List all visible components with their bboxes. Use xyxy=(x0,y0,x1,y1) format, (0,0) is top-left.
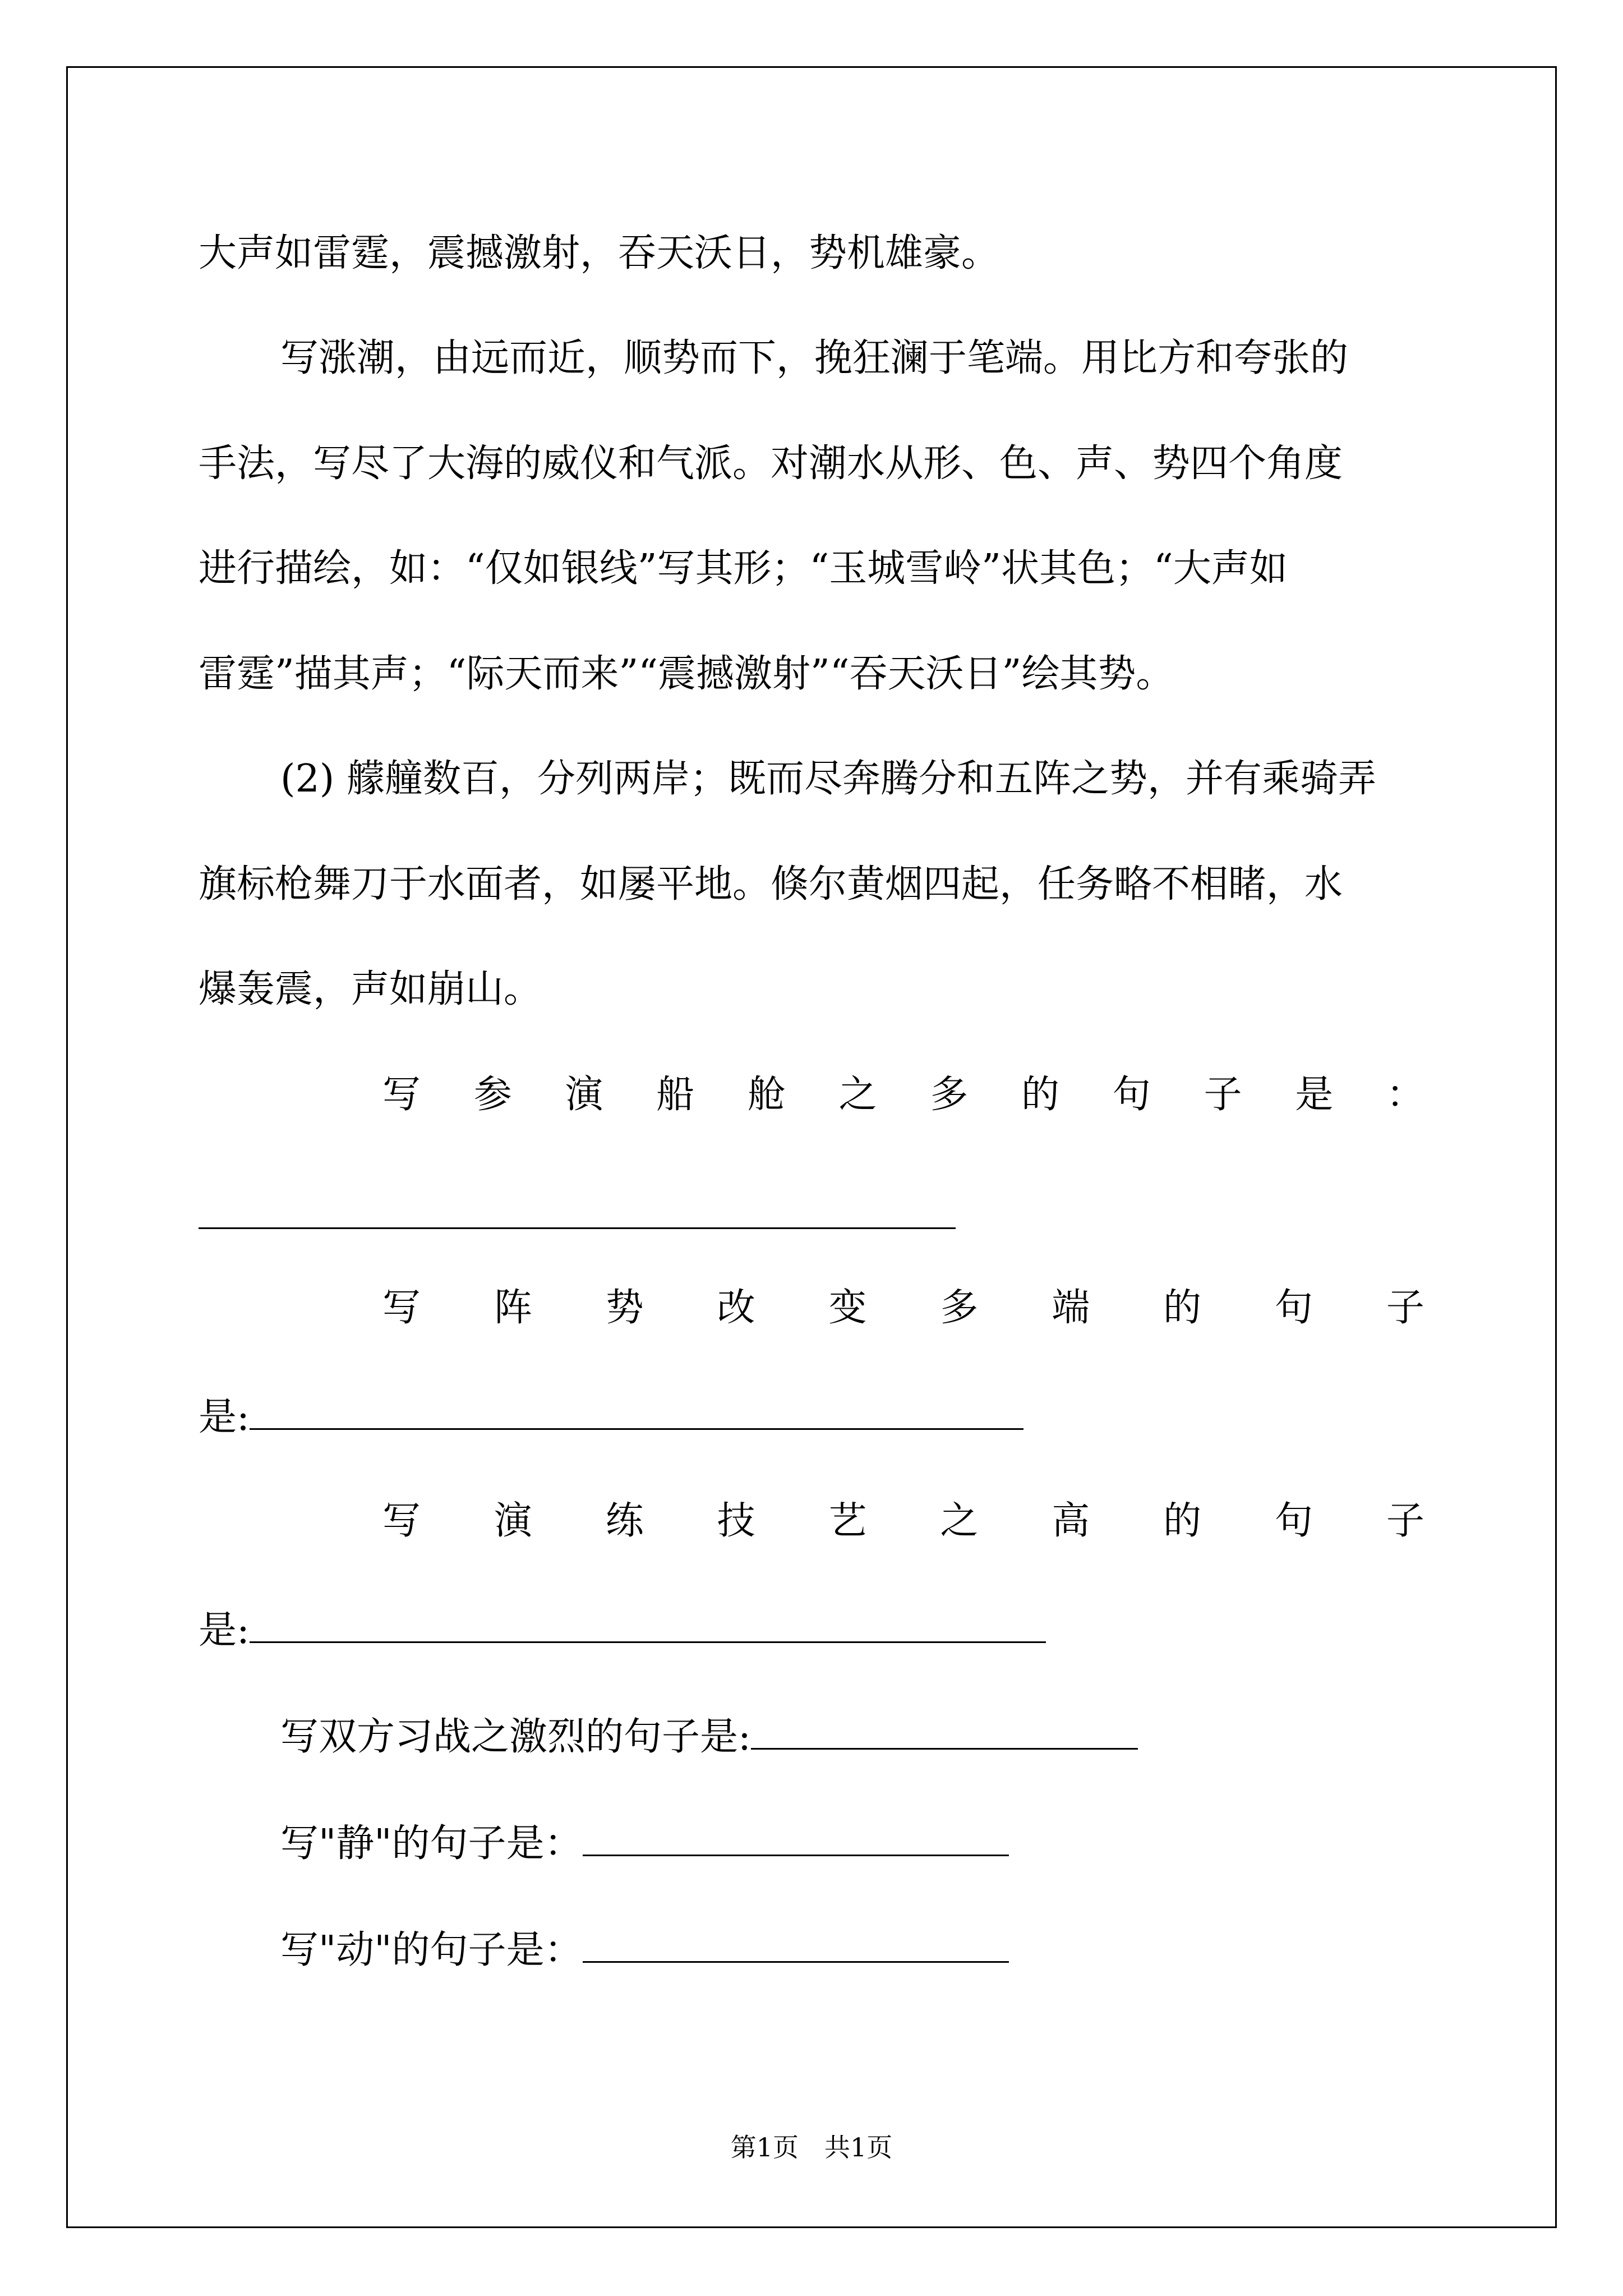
q2-tail: 是: xyxy=(199,1395,250,1439)
q3-char: 演 xyxy=(494,1499,532,1543)
answer-blank-3[interactable] xyxy=(250,1609,1046,1643)
text-line-6: (2) 艨艟数百，分列两岸；既而尽奔腾分和五阵之势，并有乘骑弄 xyxy=(280,757,1376,801)
question-5 xyxy=(280,1821,1424,1866)
answer-blank-1[interactable] xyxy=(199,1195,956,1229)
q6-label: 写"动"的句子是： xyxy=(280,1928,583,1972)
q2-char: 子 xyxy=(1386,1286,1424,1330)
q3-char: 句 xyxy=(1275,1499,1313,1543)
answer-blank-4[interactable] xyxy=(751,1715,1138,1750)
q1-char: 演 xyxy=(565,1073,603,1117)
q2-char: 的 xyxy=(1163,1286,1202,1330)
q3-char: 的 xyxy=(1163,1499,1202,1543)
text-line-5: 雷霆”描其声；“际天而来”“震撼激射”“吞天沃日”绘其势。 xyxy=(199,652,1174,696)
answer-blank-6[interactable] xyxy=(583,1929,1009,1963)
q1-char: 船 xyxy=(656,1073,695,1117)
q3-char: 写 xyxy=(382,1499,421,1543)
answer-line-1[interactable] xyxy=(199,1195,1424,1236)
q1-char: 多 xyxy=(930,1073,969,1117)
text-line-1: 大声如雷霆，震撼激射，吞天沃日，势机雄豪。 xyxy=(199,231,1000,275)
q3-char: 练 xyxy=(605,1499,644,1543)
q2-char: 变 xyxy=(828,1286,867,1330)
q2-char: 端 xyxy=(1052,1286,1090,1330)
question-1 xyxy=(382,1073,1424,1117)
q1-char: 舱 xyxy=(747,1073,786,1117)
answer-line-3 xyxy=(199,1608,1424,1653)
q2-char: 改 xyxy=(717,1286,755,1330)
text-line-3: 手法，写尽了大海的威仪和气派。对潮水从形、色、声、势四个角度 xyxy=(199,441,1343,486)
q1-char: ： xyxy=(1386,1073,1424,1117)
question-2 xyxy=(382,1286,1424,1330)
q3-char: 子 xyxy=(1386,1499,1424,1543)
q1-char: 子 xyxy=(1204,1073,1242,1117)
text-line-4: 进行描绘，如：“仅如银线”写其形；“玉城雪岭”状其色；“大声如 xyxy=(199,546,1288,591)
question-4 xyxy=(280,1715,1424,1759)
q1-char: 句 xyxy=(1112,1073,1151,1117)
q3-char: 技 xyxy=(717,1499,755,1543)
q1-char: 的 xyxy=(1021,1073,1060,1117)
q1-char: 写 xyxy=(382,1073,421,1117)
answer-blank-2[interactable] xyxy=(250,1396,1023,1430)
q3-tail: 是: xyxy=(199,1608,250,1653)
q3-char: 高 xyxy=(1052,1499,1090,1543)
q1-char: 是 xyxy=(1295,1073,1334,1117)
question-6 xyxy=(280,1929,1424,1970)
q2-char: 势 xyxy=(605,1286,644,1330)
q4-label: 写双方习战之激烈的句子是: xyxy=(280,1715,751,1759)
page-border xyxy=(66,66,1557,2228)
text-line-8: 爆轰震，声如崩山。 xyxy=(199,967,542,1011)
answer-blank-5[interactable] xyxy=(583,1822,1009,1856)
q2-char: 多 xyxy=(940,1286,979,1330)
text-line-7: 旗标枪舞刀于水面者，如屡平地。倏尔黄烟四起，任务略不相睹，水 xyxy=(199,862,1343,907)
page-footer: 第1页 共1页 xyxy=(730,2132,893,2162)
q1-char: 之 xyxy=(838,1073,877,1117)
q2-char: 句 xyxy=(1275,1286,1313,1330)
text-line-2: 写涨潮，由远而近，顺势而下，挽狂澜于笔端。用比方和夸张的 xyxy=(280,336,1349,380)
q1-char: 参 xyxy=(473,1073,512,1117)
q2-char: 写 xyxy=(382,1286,421,1330)
q3-char: 艺 xyxy=(828,1499,867,1543)
question-3 xyxy=(382,1499,1424,1543)
q2-char: 阵 xyxy=(494,1286,532,1330)
answer-line-2 xyxy=(199,1396,1424,1437)
q5-label: 写"静"的句子是： xyxy=(280,1821,583,1866)
q3-char: 之 xyxy=(940,1499,979,1543)
